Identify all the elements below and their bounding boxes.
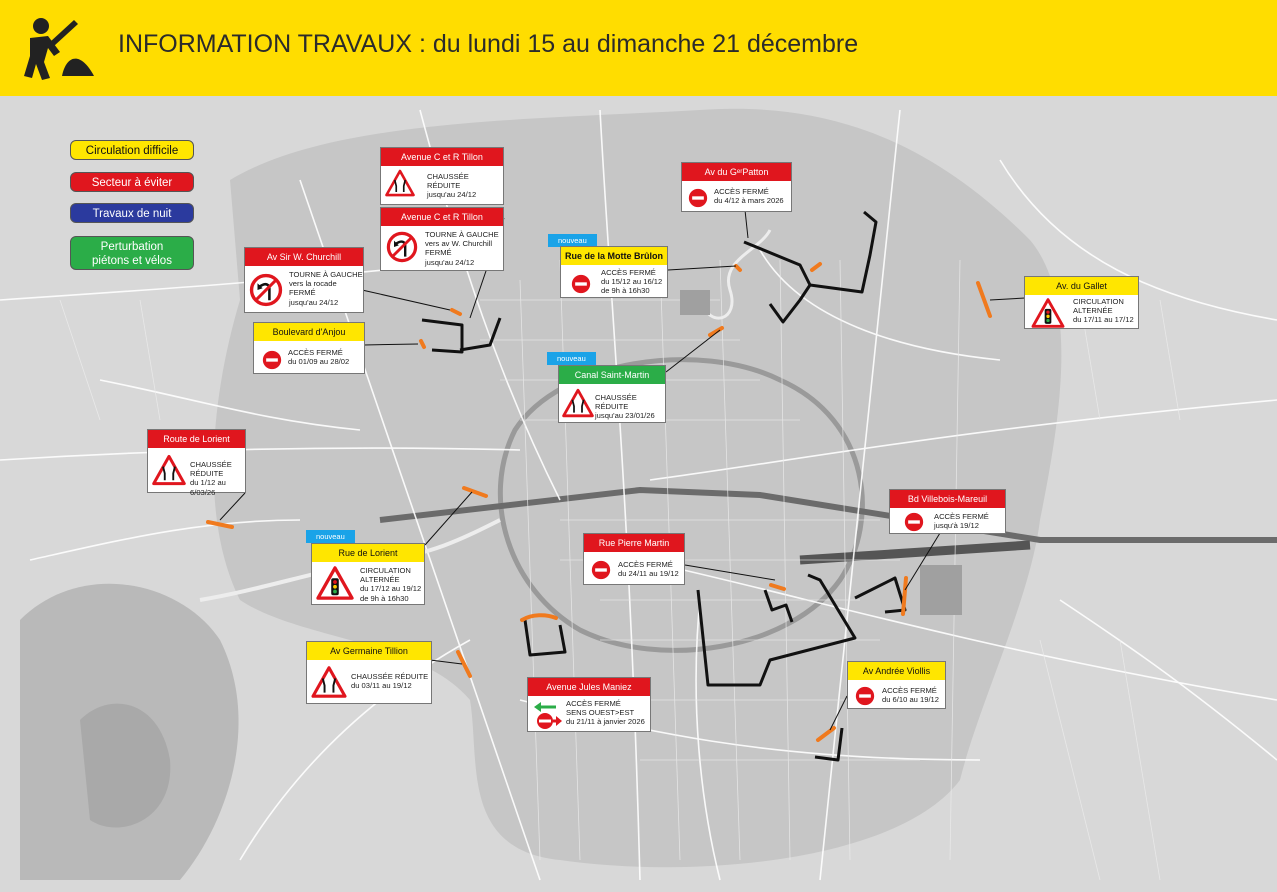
card-av-churchill[interactable]	[244, 247, 364, 313]
card-title: Canal Saint-Martin	[559, 366, 665, 384]
card-line: ACCÈS FERMÉ	[566, 699, 621, 708]
card-line: CHAUSSÉE RÉDUITE	[190, 460, 232, 479]
card-line: ACCÈS FERMÉ	[601, 268, 656, 277]
card-line: TOURNE À GAUCHE	[289, 270, 363, 279]
card-line: ACCÈS FERMÉ	[934, 512, 989, 521]
legend-circulation-difficile: Circulation difficile	[70, 140, 194, 160]
card-rue-de-lorient[interactable]	[311, 543, 425, 605]
card-line: du 17/11 au 17/12	[1073, 315, 1134, 325]
no-entry-sign-icon	[688, 188, 708, 208]
no-left-turn-sign-icon	[386, 231, 418, 263]
narrowing-road-sign-icon	[152, 454, 186, 486]
one-way-closed-sign-icon	[532, 699, 562, 731]
card-title: Av. du Gallet	[1025, 277, 1138, 295]
no-entry-sign-icon	[571, 274, 591, 294]
card-title: Avenue C et R Tillon	[381, 208, 503, 226]
card-line: ACCÈS FERMÉ	[714, 187, 769, 196]
card-line: ACCÈS FERMÉ	[618, 560, 673, 569]
no-left-turn-sign-icon	[249, 273, 283, 307]
header-bar	[0, 0, 1277, 96]
card-title: Rue de Lorient	[312, 544, 424, 562]
card-line: jusqu'à 19/12	[934, 521, 979, 531]
card-line: du 15/12 au 16/12	[601, 277, 663, 287]
road-worker-icon	[14, 12, 98, 84]
traffic-light-sign-icon	[1031, 298, 1065, 328]
card-line: FERMÉ	[289, 288, 316, 298]
card-avenue-tillon-chaussee[interactable]	[380, 147, 504, 205]
no-entry-sign-icon	[591, 560, 611, 580]
card-bd-villebois-mareuil[interactable]	[889, 489, 1006, 534]
card-line: SENS OUEST>EST	[566, 708, 635, 718]
card-canal-saint-martin[interactable]	[558, 365, 666, 423]
no-entry-sign-icon	[904, 512, 924, 532]
card-line: du 6/10 au 19/12	[882, 695, 940, 705]
card-title: Avenue Jules Maniez	[528, 678, 650, 696]
card-route-de-lorient[interactable]	[147, 429, 246, 497]
card-line: jusqu'au 24/12	[427, 190, 477, 200]
card-line: du 03/11 au 19/12	[351, 681, 412, 691]
card-title: Boulevard d'Anjou	[254, 323, 364, 341]
card-line: jusqu'au 24/12	[289, 297, 339, 307]
card-line: du 17/12 au 19/12	[360, 584, 422, 594]
card-title: Rue de la Motte Brûlon	[561, 247, 667, 265]
card-line: CHAUSSÉE RÉDUITE	[351, 672, 429, 681]
card-rue-motte-brulon[interactable]	[560, 246, 668, 298]
card-av-andree-viollis[interactable]	[847, 661, 946, 709]
no-entry-sign-icon	[855, 686, 875, 706]
card-line: du 4/12 à mars 2026	[714, 196, 784, 206]
card-title: Av Sir W. Churchill	[245, 248, 363, 266]
card-line: CIRCULATION	[360, 566, 411, 575]
new-badge: nouveau	[548, 234, 597, 247]
card-line: de 9h à 16h30	[601, 286, 650, 296]
card-title: Av du GᵉʳPatton	[682, 163, 791, 181]
legend-perturbation-pietons-velos	[70, 236, 194, 270]
card-line: ACCÈS FERMÉ	[882, 686, 937, 695]
card-title: Av Germaine Tillion	[307, 642, 431, 660]
card-title: Route de Lorient	[148, 430, 245, 448]
card-line: FERMÉ	[425, 248, 452, 258]
card-line: TOURNE À GAUCHE	[425, 230, 499, 239]
card-line: du 1/12 au 6/03/26	[190, 478, 226, 497]
legend-label-line1: Perturbation	[100, 241, 164, 253]
card-av-patton[interactable]	[681, 162, 792, 212]
card-line: jusqu'au 23/01/26	[595, 411, 655, 421]
card-line: de 9h à 16h30	[360, 593, 409, 603]
card-line: CIRCULATION	[1073, 297, 1124, 306]
card-rue-pierre-martin[interactable]	[583, 533, 685, 585]
narrowing-road-sign-icon	[562, 388, 594, 418]
legend-secteur-a-eviter: Secteur à éviter	[70, 172, 194, 192]
card-avenue-jules-maniez[interactable]	[527, 677, 651, 732]
card-title: Bd Villebois-Mareuil	[890, 490, 1005, 508]
card-line: du 21/11 à janvier 2026	[566, 717, 645, 727]
card-title: Avenue C et R Tillon	[381, 148, 503, 166]
card-av-gallet[interactable]	[1024, 276, 1139, 329]
traffic-light-sign-icon	[316, 566, 354, 600]
card-line: vers la rocade	[289, 279, 337, 289]
card-line: ALTERNÉE	[1073, 306, 1113, 316]
card-av-germaine-tillion[interactable]	[306, 641, 432, 704]
narrowing-road-sign-icon	[385, 169, 415, 197]
card-line: ACCÈS FERMÉ	[288, 348, 343, 357]
card-avenue-tillon-tourne[interactable]	[380, 207, 504, 271]
page-title: INFORMATION TRAVAUX : du lundi 15 au dimanche 21 décembre	[118, 30, 859, 58]
card-boulevard-anjou[interactable]	[253, 322, 365, 374]
legend-label-line2: piétons et vélos	[92, 255, 172, 267]
card-title: Rue Pierre Martin	[584, 534, 684, 552]
card-line: vers av W. Churchill	[425, 239, 493, 249]
new-badge: nouveau	[547, 352, 596, 365]
card-title: Av Andrée Viollis	[848, 662, 945, 680]
legend-travaux-de-nuit: Travaux de nuit	[70, 203, 194, 223]
card-line: jusqu'au 24/12	[425, 257, 475, 267]
no-entry-sign-icon	[262, 350, 282, 370]
card-line: CHAUSSÉE RÉDUITE	[427, 172, 469, 191]
card-line: du 01/09 au 28/02	[288, 357, 350, 367]
new-badge: nouveau	[306, 530, 355, 543]
card-line: du 24/11 au 19/12	[618, 569, 679, 579]
card-line: ALTERNÉE	[360, 575, 400, 585]
narrowing-road-sign-icon	[311, 666, 347, 698]
card-line: CHAUSSÉE RÉDUITE	[595, 393, 637, 412]
